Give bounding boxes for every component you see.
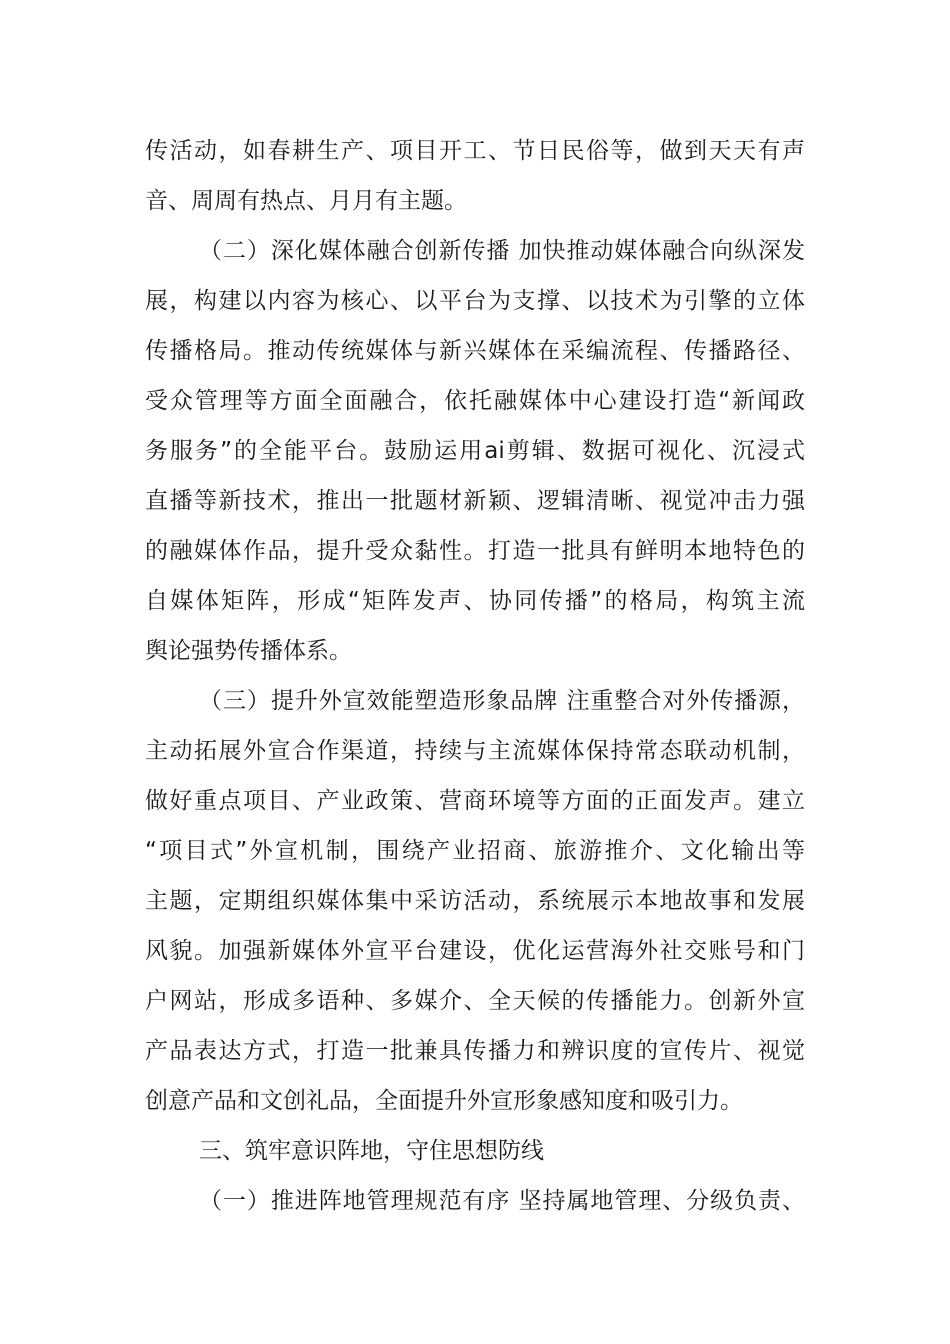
line-text: 做好重点项目、产业政策、营商环境等方面的正面发声。建立 — [145, 788, 805, 814]
section-heading-line — [0, 676, 950, 726]
text-line — [0, 876, 950, 926]
text-line — [0, 176, 950, 226]
line-text: 的融媒体作品，提升受众黏性。打造一批具有鲜明本地特色的 — [145, 538, 805, 564]
line-text: 主动拓展外宣合作渠道，持续与主流媒体保持常态联动机制， — [145, 738, 805, 764]
line-text: 创意产品和文创礼品，全面提升外宣形象感知度和吸引力。 — [145, 1088, 743, 1114]
text-line — [0, 976, 950, 1026]
chapter-heading-line — [0, 1126, 950, 1176]
text-line — [0, 826, 950, 876]
text-line — [0, 476, 950, 526]
line-text: 舆论强势传播体系。 — [145, 638, 352, 664]
chapter-heading-text: 三、筑牢意识阵地，守住思想防线 — [199, 1138, 544, 1164]
text-line — [0, 626, 950, 676]
line-text: 主题，定期组织媒体集中采访活动，系统展示本地故事和发展 — [145, 888, 805, 914]
line-text: 直播等新技术，推出一批题材新颖、逻辑清晰、视觉冲击力强 — [145, 488, 805, 514]
line-text: 传播格局。推动传统媒体与新兴媒体在采编流程、传播路径、 — [145, 338, 805, 364]
text-line — [0, 1076, 950, 1126]
text-line — [0, 276, 950, 326]
line-text: 展，构建以内容为核心、以平台为支撑、以技术为引擎的立体 — [145, 288, 805, 314]
line-text: 受众管理等方面全面融合，依托融媒体中心建设打造“新闻政 — [145, 388, 805, 414]
text-line — [0, 776, 950, 826]
section-heading-line — [0, 226, 950, 276]
line-text: 户网站，形成多语种、多媒介、全天候的传播能力。创新外宣 — [145, 988, 805, 1014]
section-heading-text: （三）提升外宣效能塑造形象品牌 注重整合对外传播源， — [199, 688, 805, 714]
text-line — [0, 376, 950, 426]
text-line — [0, 126, 950, 176]
section-heading-text: （一）推进阵地管理规范有序 坚持属地管理、分级负责、 — [199, 1188, 805, 1214]
section-heading-line — [0, 1176, 950, 1226]
line-text: “项目式”外宣机制，围绕产业招商、旅游推介、文化输出等 — [145, 838, 805, 864]
line-text: 务服务”的全能平台。鼓励运用ai剪辑、数据可视化、沉浸式 — [145, 438, 805, 464]
text-line — [0, 926, 950, 976]
section-heading-text: （二）深化媒体融合创新传播 加快推动媒体融合向纵深发 — [199, 238, 805, 264]
text-line — [0, 326, 950, 376]
text-line — [0, 426, 950, 476]
line-text: 产品表达方式，打造一批兼具传播力和辨识度的宣传片、视觉 — [145, 1038, 805, 1064]
line-text: 自媒体矩阵，形成“矩阵发声、协同传播”的格局，构筑主流 — [145, 588, 805, 614]
line-text: 音、周周有热点、月月有主题。 — [145, 188, 467, 214]
text-line — [0, 526, 950, 576]
text-line — [0, 726, 950, 776]
line-text: 传活动，如春耕生产、项目开工、节日民俗等，做到天天有声 — [145, 138, 805, 164]
line-text: 风貌。加强新媒体外宣平台建设，优化运营海外社交账号和门 — [145, 938, 805, 964]
text-line — [0, 576, 950, 626]
text-line — [0, 1026, 950, 1076]
